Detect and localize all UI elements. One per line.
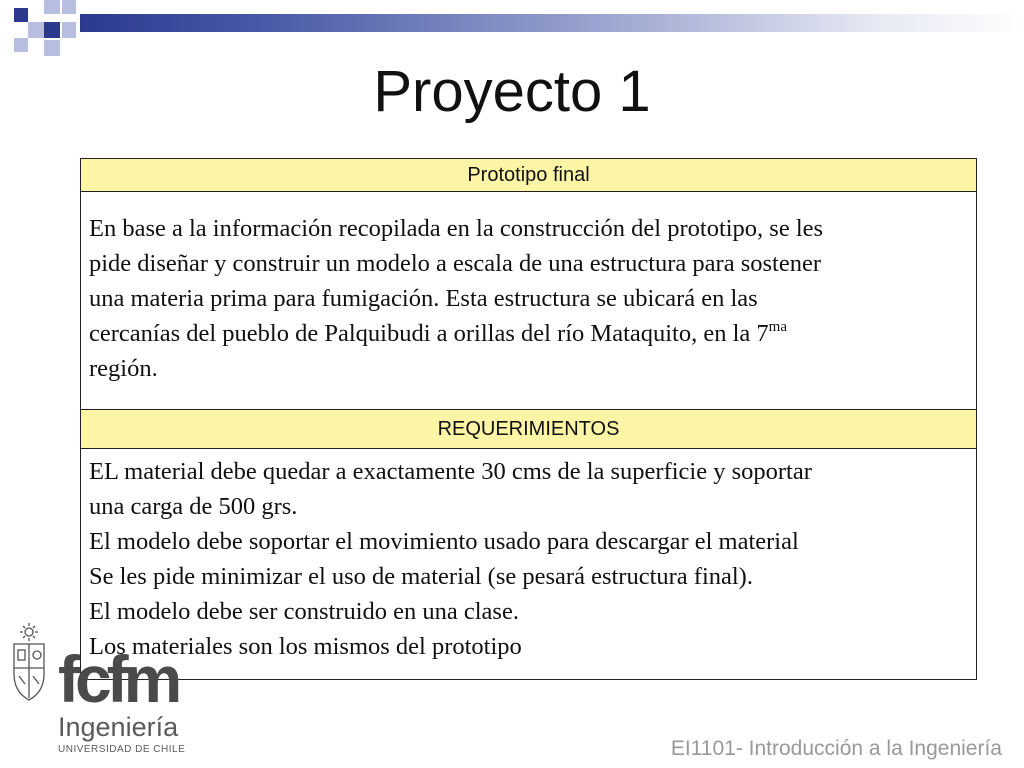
requirement-line: una carga de 500 grs. bbox=[89, 493, 298, 520]
requirement-line: Se les pide minimizar el uso de material (se pesará estructura final). bbox=[89, 563, 753, 590]
ordinal-superscript: ma bbox=[768, 319, 787, 335]
university-crest-icon bbox=[8, 622, 50, 709]
section-header-requerimientos: REQUERIMIENTOS bbox=[81, 410, 977, 449]
ingenieria-label: Ingeniería bbox=[58, 712, 179, 742]
paragraph-line: región. bbox=[89, 355, 158, 382]
content-table bbox=[80, 158, 977, 680]
university-label: UNIVERSIDAD DE CHILE bbox=[58, 744, 186, 755]
requirement-line: El modelo debe soportar el movimiento usado para descargar el material bbox=[89, 528, 799, 555]
paragraph-line: cercanías del pueblo de Palquibudi a orillas del río Mataquito, en la 7 bbox=[89, 320, 769, 347]
section-body-prototipo bbox=[81, 192, 977, 410]
decorative-top-bar bbox=[80, 14, 1024, 32]
fcfm-wordmark: fcfm bbox=[58, 642, 178, 716]
paragraph-line: una materia prima para fumigación. Esta estructura se ubicará en las bbox=[89, 285, 758, 312]
requirement-line: Los materiales son los mismos del prototipo bbox=[89, 633, 522, 660]
paragraph-line-with-superscript bbox=[89, 316, 968, 351]
section-header-prototipo: Prototipo final bbox=[81, 159, 977, 192]
section-body-requerimientos bbox=[81, 449, 977, 680]
course-footer: EI1101- Introducción a la Ingeniería bbox=[670, 737, 1002, 760]
paragraph-line: pide diseñar y construir un modelo a escala de una estructura para sostener bbox=[89, 250, 821, 277]
slide-title: Proyecto 1 bbox=[373, 59, 651, 124]
paragraph-line: En base a la información recopilada en la construcción del prototipo, se les bbox=[89, 215, 824, 242]
requirement-line: El modelo debe ser construido en una clase. bbox=[89, 598, 519, 625]
requirement-line: EL material debe quedar a exactamente 30 cms de la superficie y soportar bbox=[89, 458, 812, 485]
